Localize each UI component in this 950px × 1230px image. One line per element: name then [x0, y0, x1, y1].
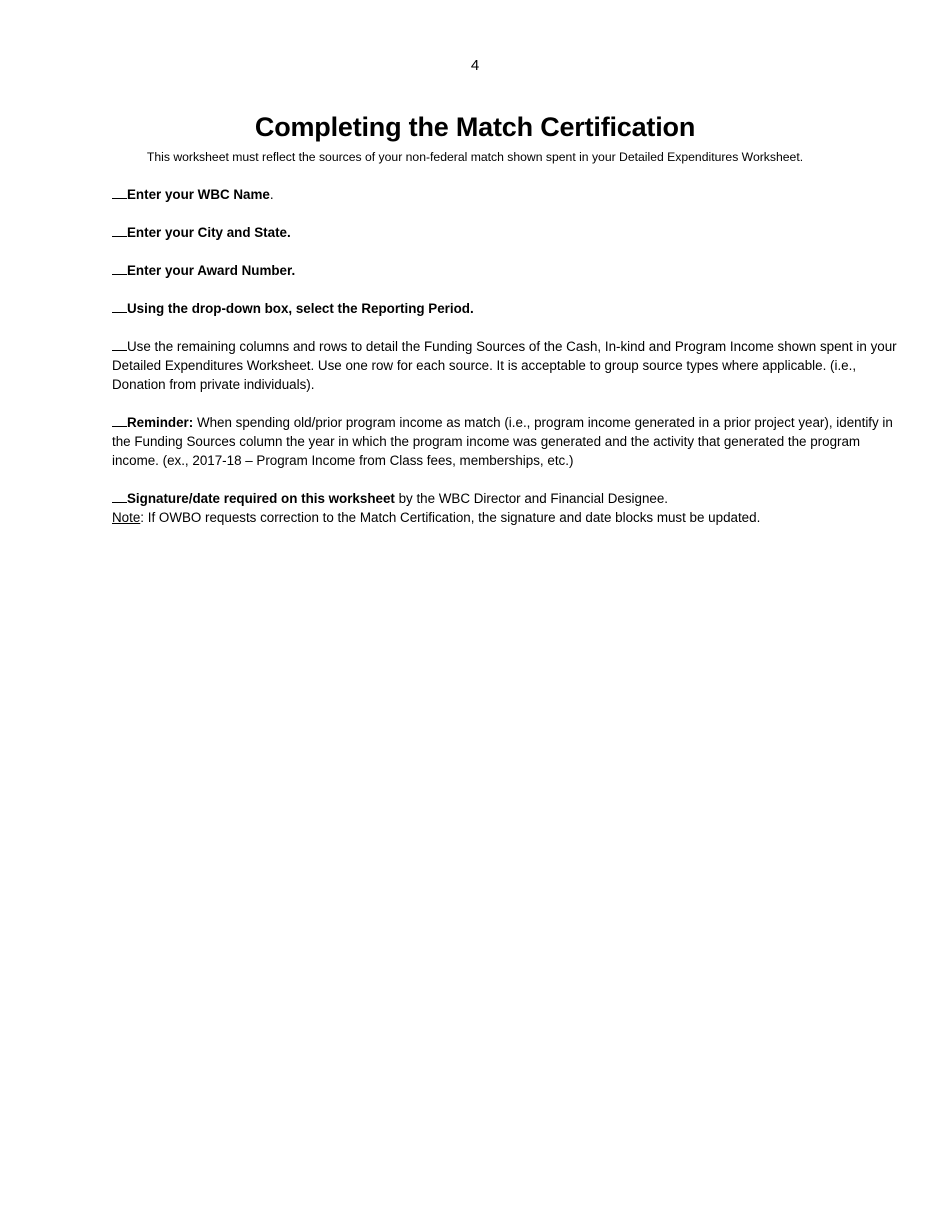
- item-bold-text: Reminder:: [127, 415, 194, 430]
- checkbox-blank: [112, 490, 127, 503]
- checkbox-blank: [112, 262, 127, 275]
- page-subtitle: This worksheet must reflect the sources of your non-federal match shown spent in your Detailed Expenditures Worksheet.: [146, 150, 804, 164]
- item-bold-text: Enter your City and State.: [127, 225, 291, 240]
- note-text: : If OWBO requests correction to the Match Certification, the signature and date blocks must be updated.: [140, 510, 761, 525]
- checklist-item-reporting-period: [112, 299, 902, 318]
- item-text: by the WBC Director and Financial Designee.: [394, 491, 669, 506]
- checklist: [112, 185, 902, 527]
- checklist-item-funding-sources: [112, 337, 902, 394]
- checkbox-blank: [112, 224, 127, 237]
- page-number: 4: [470, 57, 480, 74]
- checklist-item-city-state: [112, 223, 902, 242]
- checklist-item-reminder: [112, 413, 902, 470]
- checklist-item-award-number: [112, 261, 902, 280]
- checkbox-blank: [112, 186, 127, 199]
- item-text: Use the remaining columns and rows to detail the Funding Sources of the Cash, In-kind and Program Income shown spent in your Detailed Expenditures Worksheet. Use one row for each source. It is acceptable to group source types where applicable. (i.e., Donation from private individuals).: [112, 339, 897, 392]
- note-line: [112, 508, 902, 527]
- note-label: Note: [112, 510, 141, 525]
- item-text: .: [269, 187, 274, 202]
- item-text: When spending old/prior program income as match (i.e., program income generated in a prior project year), identify in the Funding Sources column the year in which the program income was generated and the activity that generated the program income. (ex., 2017-18 – Program Income from Class fees, memberships, etc.): [112, 415, 893, 468]
- item-bold-text: Using the drop-down box, select the Reporting Period.: [127, 301, 474, 316]
- checklist-item-signature: [112, 489, 902, 508]
- checkbox-blank: [112, 300, 127, 313]
- item-bold-text: Enter your WBC Name: [127, 187, 270, 202]
- item-bold-text: Signature/date required on this worksheet: [127, 491, 395, 506]
- checklist-item-wbc-name: [112, 185, 902, 204]
- checkbox-blank: [112, 338, 127, 351]
- page-title: Completing the Match Certification: [254, 112, 696, 142]
- checkbox-blank: [112, 414, 127, 427]
- item-bold-text: Enter your Award Number.: [127, 263, 296, 278]
